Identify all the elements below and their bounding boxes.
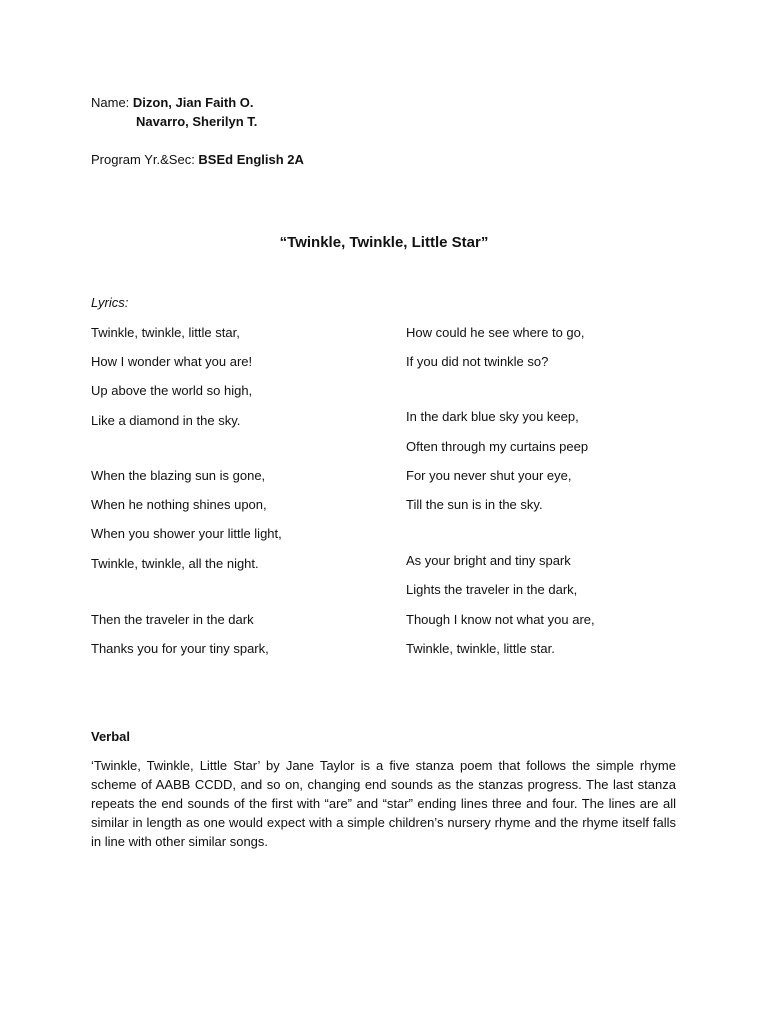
lyric-line: When you shower your little light, (91, 526, 282, 541)
lyric-line: Twinkle, twinkle, little star. (406, 641, 555, 656)
lyric-line: How I wonder what you are! (91, 354, 253, 369)
verbal-heading: Verbal (91, 729, 131, 744)
lyric-line: As your bright and tiny spark (406, 553, 571, 568)
student-name-2: Navarro, Sherilyn T. (136, 114, 258, 129)
program-label: Program Yr.&Sec: (91, 152, 199, 167)
poem-title: “Twinkle, Twinkle, Little Star” (279, 234, 489, 251)
lyric-line: Twinkle, twinkle, all the night. (91, 556, 259, 571)
lyric-line: Till the sun is in the sky. (406, 497, 543, 512)
lyric-line: In the dark blue sky you keep, (406, 409, 579, 424)
student-name-1: Dizon, Jian Faith O. (132, 95, 254, 110)
lyric-line: When he nothing shines upon, (91, 497, 267, 512)
lyric-line: When the blazing sun is gone, (91, 468, 266, 483)
verbal-paragraph: ‘Twinkle, Twinkle, Little Star’ by Jane Taylor is a five stanza poem that follows the simple rhyme scheme of AABB CCDD, and so on, changing end sounds as the stanzas progress. The last stanza repeats the end sounds of the first with “are” and “star” ending lines three and four. The lines are all similar in length as one would expect with a simple children’s nursery rhyme and the rhyme itself falls in line with other similar songs. (91, 758, 676, 849)
lyric-line: Though I know not what you are, (406, 612, 595, 627)
lyric-line: How could he see where to go, (406, 325, 585, 340)
lyric-line: Then the traveler in the dark (91, 612, 254, 627)
lyric-line: Often through my curtains peep (406, 439, 589, 454)
lyrics-label: Lyrics: (91, 295, 129, 310)
name-line (91, 95, 254, 110)
lyric-line: Twinkle, twinkle, little star, (91, 325, 240, 340)
lyric-line: Up above the world so high, (91, 383, 253, 398)
program-value: BSEd English 2A (198, 152, 304, 167)
lyric-line: Thanks you for your tiny spark, (91, 641, 269, 656)
program-line (91, 152, 304, 167)
name-label: Name: (91, 95, 133, 110)
lyric-line: For you never shut your eye, (406, 468, 572, 483)
lyric-line: If you did not twinkle so? (406, 354, 549, 369)
lyric-line: Like a diamond in the sky. (91, 413, 241, 428)
lyric-line: Lights the traveler in the dark, (406, 582, 578, 597)
